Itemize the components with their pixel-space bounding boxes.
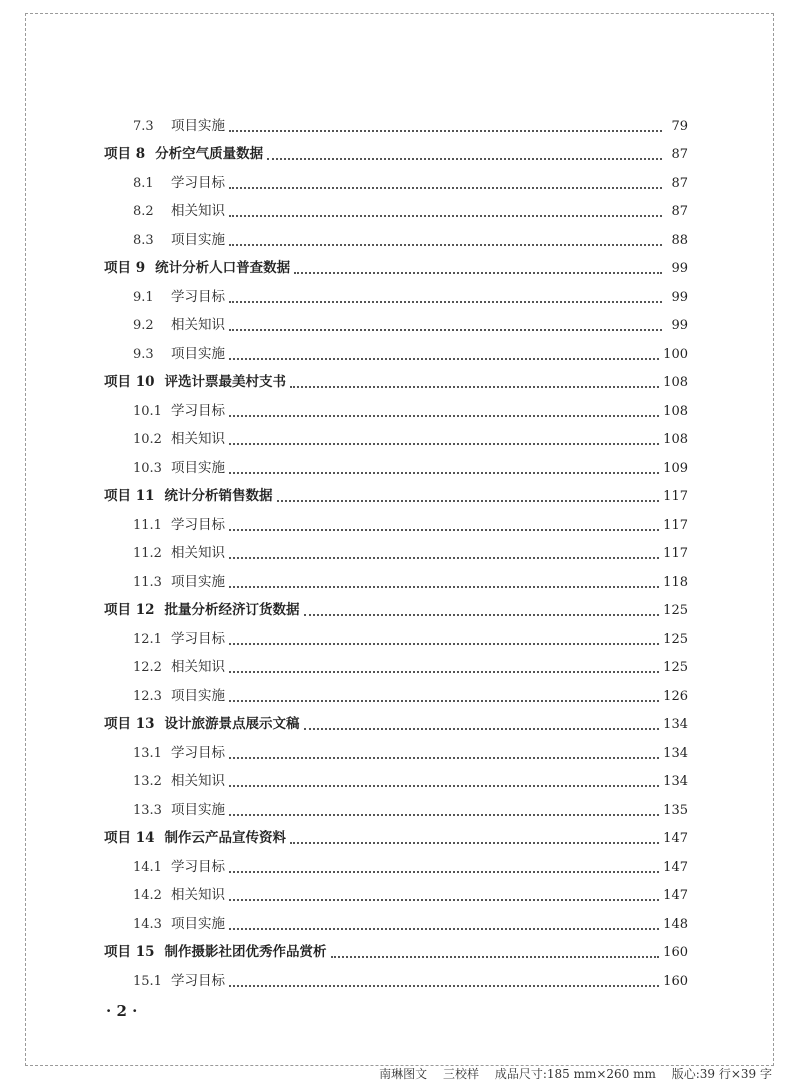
toc-entry-number: 11.3 [133, 574, 162, 590]
dot-leader [229, 129, 662, 132]
toc-entry-title: 学习目标 [171, 744, 225, 761]
toc-section-entry[interactable] [104, 169, 688, 198]
toc-entry-page: 87 [671, 175, 688, 191]
toc-entry-number: 8.3 [133, 232, 154, 248]
toc-entry-page: 117 [663, 489, 688, 505]
toc-section-entry[interactable] [104, 768, 688, 797]
dot-leader [229, 784, 659, 787]
toc-entry-number: 9.1 [133, 289, 154, 305]
toc-section-entry[interactable] [104, 312, 688, 341]
toc-entry-title: 学习目标 [171, 174, 225, 191]
toc-entry-title: 项目实施 [171, 573, 225, 590]
toc-entry-number: 13.1 [133, 745, 162, 761]
toc-section-entry[interactable] [104, 654, 688, 683]
toc-section-entry[interactable] [104, 454, 688, 483]
dot-leader [229, 414, 659, 417]
toc-entry-page: 126 [663, 688, 688, 704]
toc-section-entry[interactable] [104, 426, 688, 455]
toc-chapter-entry[interactable] [104, 141, 688, 170]
toc-entry-number: 11.2 [133, 546, 162, 562]
toc-entry-number: 14.2 [133, 888, 162, 904]
dot-leader [229, 699, 659, 702]
toc-section-entry[interactable] [104, 226, 688, 255]
toc-entry-number: 12.2 [133, 660, 162, 676]
toc-entry-number: 12.3 [133, 688, 162, 704]
imprint-proof: 三校样 [442, 1067, 479, 1081]
toc-entry-page: 88 [671, 232, 688, 248]
toc-entry-title: 评选计票最美村支书 [164, 374, 286, 390]
toc-entry-title: 学习目标 [171, 858, 225, 875]
toc-section-entry[interactable] [104, 682, 688, 711]
toc-section-entry[interactable] [104, 853, 688, 882]
toc-chapter-entry[interactable] [104, 369, 688, 398]
toc-chapter-entry[interactable] [104, 939, 688, 968]
toc-entry-number: 10.2 [133, 432, 162, 448]
dot-leader [290, 385, 659, 388]
table-of-contents [104, 112, 688, 996]
toc-entry-title: 分析空气质量数据 [155, 146, 264, 162]
toc-entry-number: 8.1 [133, 175, 154, 191]
imprint-line [367, 1065, 772, 1082]
toc-section-entry[interactable] [104, 511, 688, 540]
toc-entry-page: 135 [663, 802, 688, 818]
toc-entry-page: 125 [663, 603, 688, 619]
toc-entry-page: 118 [663, 574, 688, 590]
toc-entry-page: 108 [663, 375, 688, 391]
toc-entry-page: 108 [663, 432, 688, 448]
dot-leader [229, 328, 662, 331]
dot-leader [229, 186, 662, 189]
toc-entry-page: 79 [671, 118, 688, 134]
toc-chapter-entry[interactable] [104, 483, 688, 512]
toc-entry-number: 13.2 [133, 774, 162, 790]
toc-entry-page: 117 [663, 546, 688, 562]
dot-leader [290, 841, 659, 844]
dot-leader [267, 157, 662, 160]
toc-entry-page: 160 [663, 973, 688, 989]
toc-entry-page: 160 [663, 945, 688, 961]
toc-entry-page: 134 [663, 745, 688, 761]
toc-entry-page: 87 [671, 147, 688, 163]
toc-chapter-entry[interactable] [104, 255, 688, 284]
toc-entry-number: 项目 11 [104, 488, 155, 504]
toc-entry-title: 相关知识 [171, 431, 225, 447]
toc-entry-number: 8.2 [133, 204, 154, 220]
toc-entry-title: 相关知识 [171, 659, 225, 675]
dot-leader [229, 585, 659, 588]
toc-entry-title: 制作云产品宣传资料 [164, 830, 286, 846]
toc-entry-page: 148 [663, 916, 688, 932]
toc-entry-page: 147 [663, 888, 688, 904]
toc-entry-page: 147 [663, 831, 688, 847]
toc-entry-page: 100 [663, 346, 688, 362]
toc-entry-number: 9.2 [133, 318, 154, 334]
toc-entry-page: 147 [663, 859, 688, 875]
toc-entry-title: 相关知识 [171, 203, 225, 219]
toc-entry-number: 7.3 [133, 118, 154, 134]
toc-entry-title: 批量分析经济订货数据 [164, 602, 300, 618]
dot-leader [229, 898, 659, 901]
dot-leader [229, 927, 659, 930]
toc-entry-title: 项目实施 [171, 459, 225, 476]
toc-entry-number: 10.1 [133, 403, 162, 419]
toc-section-entry[interactable] [104, 967, 688, 996]
dot-leader [229, 243, 662, 246]
toc-entry-title: 学习目标 [171, 972, 225, 989]
page-number: · 2 · [106, 1002, 138, 1020]
toc-entry-title: 相关知识 [171, 773, 225, 789]
imprint-layout: 版心:39 行×39 字 [671, 1067, 772, 1081]
toc-entry-title: 制作摄影社团优秀作品赏析 [164, 944, 327, 960]
dot-leader [229, 642, 659, 645]
dot-leader [229, 357, 659, 360]
dot-leader [229, 300, 662, 303]
toc-chapter-entry[interactable] [104, 825, 688, 854]
toc-entry-title: 相关知识 [171, 545, 225, 561]
toc-entry-page: 99 [671, 261, 688, 277]
toc-section-entry[interactable] [104, 739, 688, 768]
toc-entry-page: 134 [663, 774, 688, 790]
dot-leader [277, 499, 660, 502]
toc-entry-title: 项目实施 [171, 915, 225, 932]
dot-leader [229, 756, 659, 759]
toc-entry-page: 125 [663, 631, 688, 647]
dot-leader [229, 442, 659, 445]
toc-entry-title: 相关知识 [171, 887, 225, 903]
imprint-size: 成品尺寸:185 mm×260 mm [494, 1067, 656, 1081]
dot-leader [229, 556, 659, 559]
toc-entry-number: 项目 9 [104, 260, 146, 276]
toc-entry-number: 15.1 [133, 973, 162, 989]
toc-section-entry[interactable] [104, 283, 688, 312]
toc-entry-number: 项目 15 [104, 944, 155, 960]
dot-leader [229, 984, 659, 987]
dot-leader [331, 955, 660, 958]
toc-entry-number: 11.1 [133, 517, 162, 533]
toc-entry-number: 12.1 [133, 631, 162, 647]
toc-entry-title: 学习目标 [171, 516, 225, 533]
toc-chapter-entry[interactable] [104, 711, 688, 740]
toc-entry-number: 项目 12 [104, 602, 155, 618]
dot-leader [229, 670, 659, 673]
toc-entry-title: 学习目标 [171, 402, 225, 419]
toc-entry-number: 9.3 [133, 346, 154, 362]
toc-entry-title: 设计旅游景点展示文稿 [164, 716, 300, 732]
toc-section-entry[interactable] [104, 882, 688, 911]
dot-leader [229, 870, 659, 873]
dot-leader [229, 214, 662, 217]
toc-entry-title: 项目实施 [171, 345, 225, 362]
dot-leader [229, 528, 659, 531]
toc-entry-page: 134 [663, 717, 688, 733]
toc-section-entry[interactable] [104, 340, 688, 369]
toc-entry-page: 109 [663, 460, 688, 476]
toc-section-entry[interactable] [104, 198, 688, 227]
toc-entry-number: 项目 13 [104, 716, 155, 732]
toc-section-entry[interactable] [104, 568, 688, 597]
dot-leader [229, 813, 659, 816]
toc-section-entry[interactable] [104, 910, 688, 939]
toc-entry-title: 统计分析人口普查数据 [155, 260, 291, 276]
toc-entry-number: 项目 10 [104, 374, 155, 390]
toc-section-entry[interactable] [104, 625, 688, 654]
toc-entry-title: 项目实施 [171, 231, 225, 248]
toc-entry-title: 项目实施 [171, 801, 225, 818]
imprint-publisher: 南琳图文 [379, 1067, 428, 1081]
dot-leader [304, 613, 660, 616]
toc-section-entry[interactable] [104, 112, 688, 141]
toc-entry-number: 14.1 [133, 859, 162, 875]
toc-entry-title: 统计分析销售数据 [164, 488, 273, 504]
toc-entry-page: 99 [671, 318, 688, 334]
toc-entry-number: 14.3 [133, 916, 162, 932]
toc-entry-title: 学习目标 [171, 288, 225, 305]
toc-entry-page: 108 [663, 403, 688, 419]
toc-entry-title: 学习目标 [171, 630, 225, 647]
toc-entry-number: 10.3 [133, 460, 162, 476]
dot-leader [294, 271, 662, 274]
toc-entry-title: 项目实施 [171, 687, 225, 704]
dot-leader [229, 471, 659, 474]
toc-section-entry[interactable] [104, 397, 688, 426]
toc-entry-page: 99 [671, 289, 688, 305]
toc-entry-number: 项目 14 [104, 830, 155, 846]
toc-entry-number: 项目 8 [104, 146, 146, 162]
toc-chapter-entry[interactable] [104, 597, 688, 626]
toc-entry-page: 87 [671, 204, 688, 220]
toc-entry-number: 13.3 [133, 802, 162, 818]
dot-leader [304, 727, 660, 730]
toc-entry-title: 项目实施 [171, 117, 225, 134]
toc-entry-page: 125 [663, 660, 688, 676]
toc-entry-title: 相关知识 [171, 317, 225, 333]
toc-section-entry[interactable] [104, 540, 688, 569]
toc-entry-page: 117 [663, 517, 688, 533]
toc-section-entry[interactable] [104, 796, 688, 825]
